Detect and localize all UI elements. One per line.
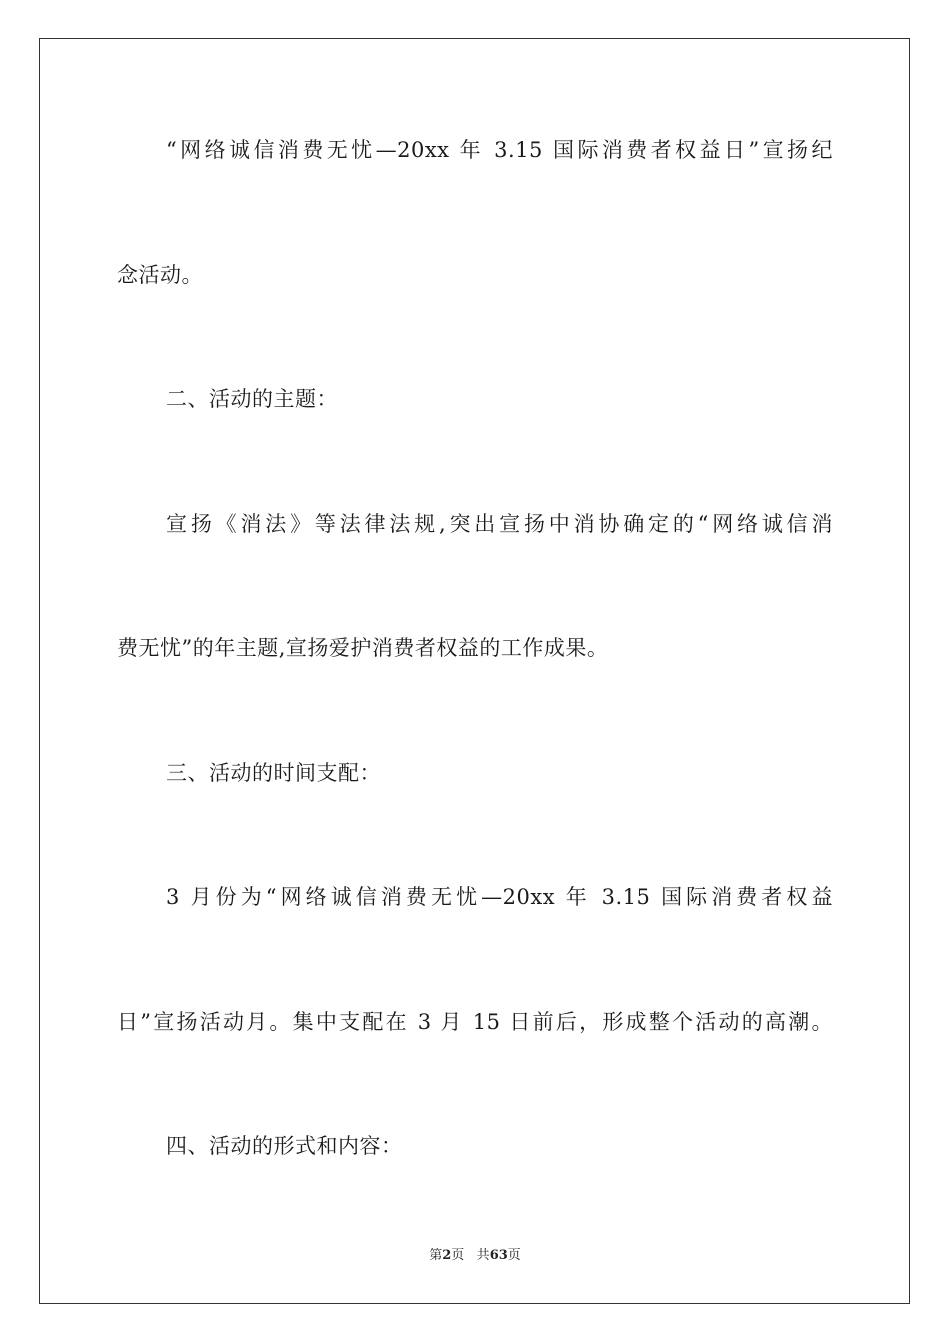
paragraph-line-2: 念活动。 <box>117 263 203 287</box>
page-footer <box>0 1247 950 1265</box>
paragraph-line-6: 日”宣扬活动月。集中支配在 3 月 15 日前后，形成整个活动的高潮。 <box>117 1010 833 1034</box>
section-heading-form: 四、活动的形式和内容： <box>166 1134 403 1158</box>
paragraph-line-5: 3 月份为“网络诚信消费无忧—20xx 年 3.15 国际消费者权益 <box>166 885 833 909</box>
footer-total-suffix: 页 <box>507 1248 521 1263</box>
paragraph-line-3: 宣扬《消法》等法律法规,突出宣扬中消协确定的“网络诚信消 <box>166 512 833 536</box>
footer-prefix: 第 <box>429 1248 443 1263</box>
section-heading-schedule: 三、活动的时间支配： <box>166 761 381 785</box>
paragraph-line-4: 费无忧”的年主题,宣扬爱护消费者权益的工作成果。 <box>117 636 609 660</box>
paragraph-line-1: “网络诚信消费无忧—20xx 年 3.15 国际消费者权益日”宣扬纪 <box>166 138 833 162</box>
footer-total-prefix: 共 <box>476 1248 490 1263</box>
section-heading-theme: 二、活动的主题： <box>166 387 338 411</box>
page-border <box>39 38 910 1304</box>
current-page-number: 2 <box>442 1248 452 1263</box>
total-page-count: 63 <box>489 1248 508 1263</box>
footer-page-suffix: 页 <box>451 1248 465 1263</box>
